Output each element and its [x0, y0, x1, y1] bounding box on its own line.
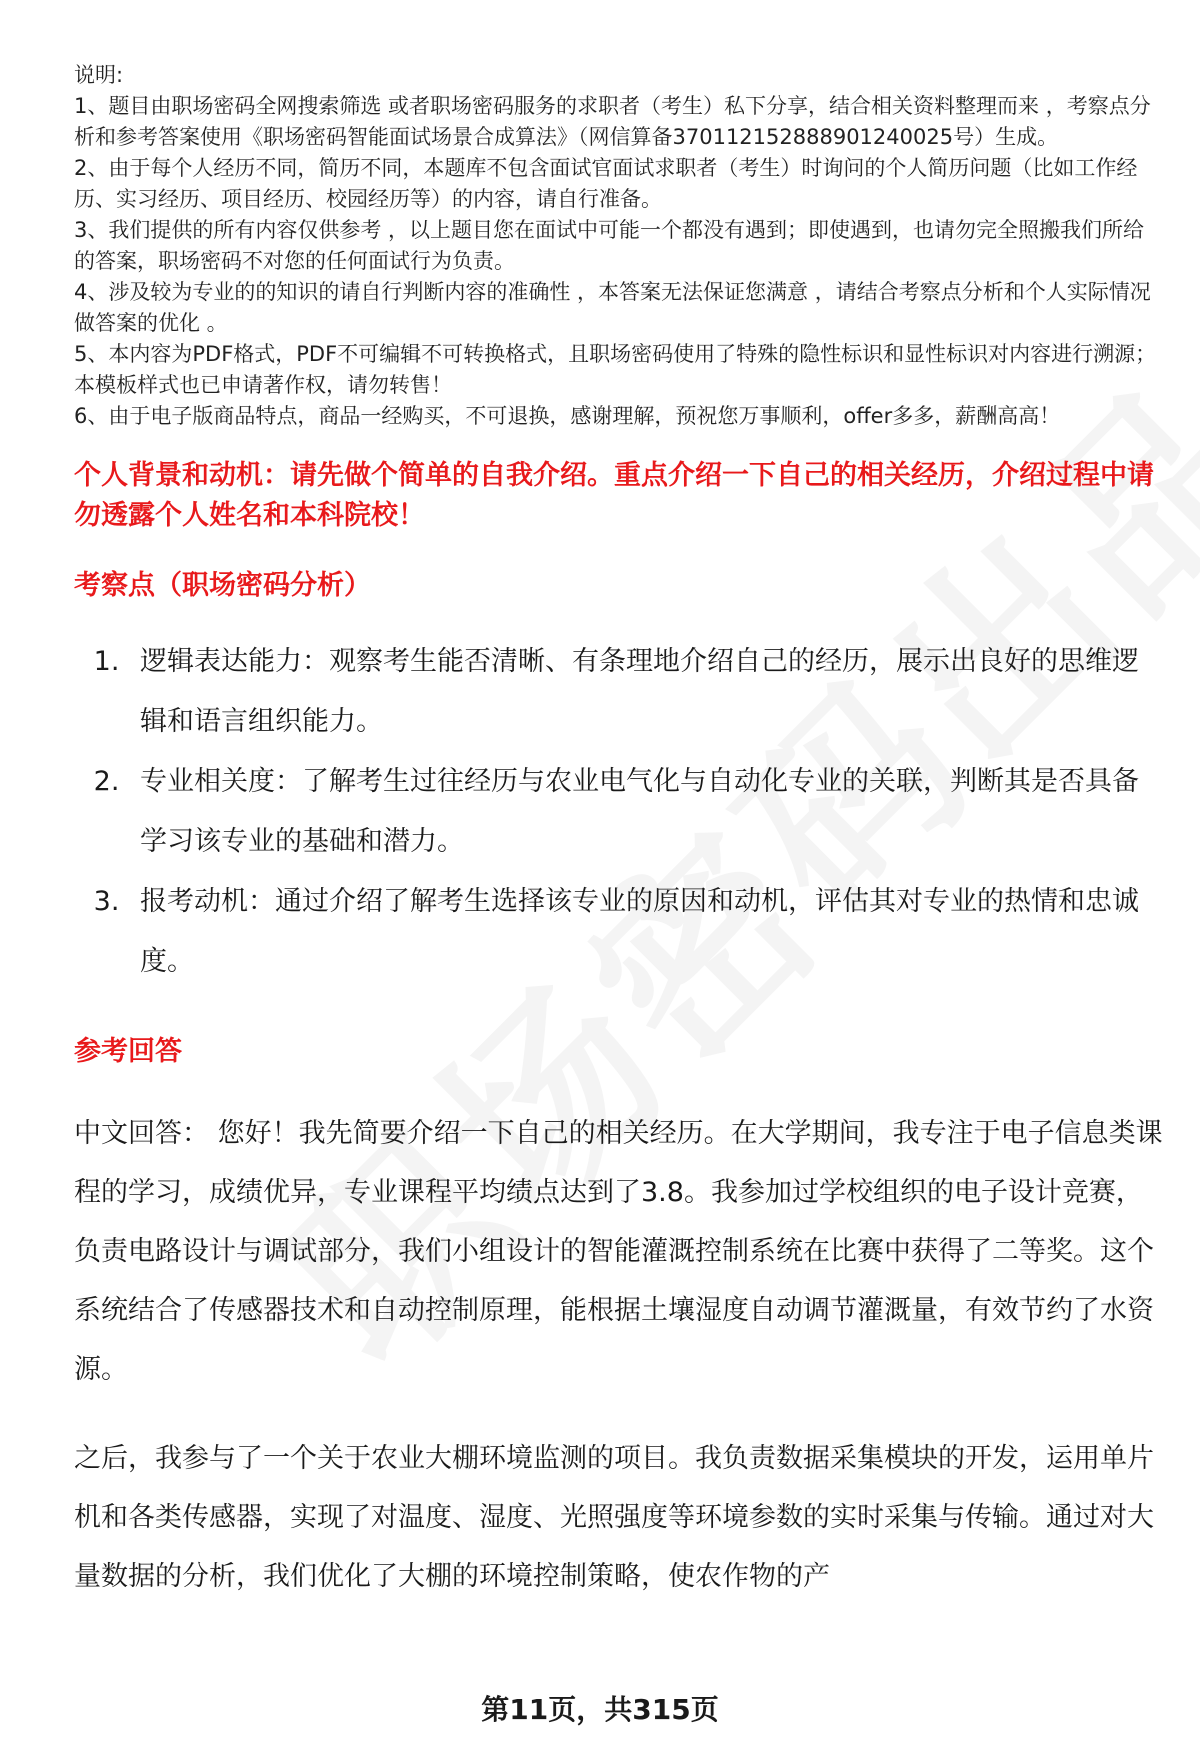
page-content — [74, 60, 1164, 1606]
notes-section — [74, 60, 1164, 432]
note-item-2: 2、由于每个人经历不同，简历不同，本题库不包含面试官面试求职者（考生）时询问的个人简历问题（比如工作经历、实习经历、项目经历、校园经历等）的内容，请自行准备。 — [74, 156, 1138, 211]
note-item-3: 3、我们提供的所有内容仅供参考 ，以上题目您在面试中可能一个都没有遇到；即使遇到，也请勿完全照搬我们所给的答案，职场密码不对您的任何面试行为负责。 — [74, 218, 1145, 273]
notes-header: 说明: — [74, 63, 124, 87]
reference-paragraph-1: 中文回答： 您好！我先简要介绍一下自己的相关经历。在大学期间，我专注于电子信息类课程的学习，成绩优异，专业课程平均绩点达到了3.8。我参加过学校组织的电子设计竞赛，负责电路设计与调试部分，我们小组设计的智能灌溉控制系统在比赛中获得了二等奖。这个系统结合了传感器技术和自动控制原理，能根据土壤湿度自动调节灌溉量，有效节约了水资源。 — [74, 1118, 1163, 1385]
analysis-point-2: 2. 专业相关度：了解考生过往经历与农业电气化与自动化专业的关联，判断其是否具备学习该专业的基础和潜力。 — [128, 752, 1164, 872]
reference-paragraph-2: 之后，我参与了一个关于农业大棚环境监测的项目。我负责数据采集模块的开发，运用单片机和各类传感器，实现了对温度、湿度、光照强度等环境参数的实时采集与传输。通过对大量数据的分析，我们优化了大棚的环境控制策略，使农作物的产 — [74, 1443, 1154, 1592]
page-number-footer: 第11页，共315页 — [481, 1693, 719, 1726]
note-item-5: 5、本内容为PDF格式，PDF不可编辑不可转换格式，且职场密码使用了特殊的隐性标识和显性标识对内容进行溯源；本模板样式也已申请著作权，请勿转售！ — [74, 342, 1157, 397]
analysis-points — [74, 632, 1164, 992]
analysis-title: 考察点（职场密码分析） — [74, 570, 371, 601]
note-item-4: 4、涉及较为专业的的知识的请自行判断内容的准确性 ，本答案无法保证您满意 ，请结合考察点分析和个人实际情况做答案的优化 。 — [74, 280, 1151, 335]
note-item-1: 1、题目由职场密码全网搜索筛选 或者职场密码服务的求职者（考生）私下分享，结合相关资料整理而来 ，考察点分析和参考答案使用《职场密码智能面试场景合成算法》（网信算备370112152888901240025号）生成。 — [74, 94, 1151, 149]
reference-title: 参考回答 — [74, 1036, 182, 1067]
note-item-6: 6、由于电子版商品特点，商品一经购买，不可退换，感谢理解，预祝您万事顺利，offer多多，薪酬高高！ — [74, 404, 1061, 428]
analysis-point-3: 3. 报考动机：通过介绍了解考生选择该专业的原因和动机，评估其对专业的热情和忠诚度。 — [128, 872, 1164, 992]
analysis-point-1: 1. 逻辑表达能力：观察考生能否清晰、有条理地介绍自己的经历，展示出良好的思维逻辑和语言组织能力。 — [128, 632, 1164, 752]
question-heading: 个人背景和动机：请先做个简单的自我介绍。重点介绍一下自己的相关经历，介绍过程中请勿透露个人姓名和本科院校！ — [74, 460, 1154, 531]
